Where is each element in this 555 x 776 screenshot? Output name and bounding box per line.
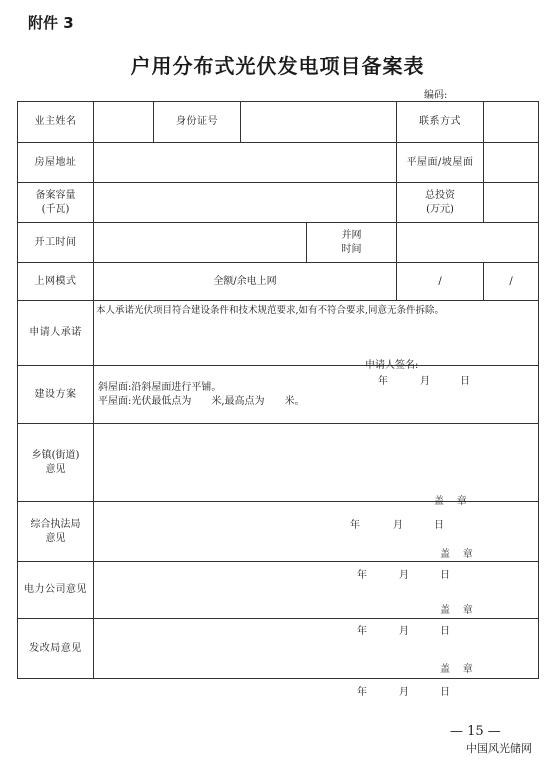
roof-type-label: 平屋面/坡屋面	[397, 143, 484, 183]
township-opinion-line2: 意见	[45, 463, 66, 475]
development-bureau-seal: 盖 章	[440, 663, 473, 675]
plan-line-2-a: 平屋面:光伏最低点为	[98, 395, 192, 407]
township-opinion-cell[interactable]	[94, 424, 539, 531]
address-label: 房屋地址	[18, 143, 94, 183]
plan-label: 建设方案	[18, 366, 94, 424]
id-number-label: 身份证号	[154, 102, 241, 143]
applicant-signature-label: 申请人签名:	[365, 359, 419, 371]
township-day: 日	[434, 519, 444, 531]
development-bureau-month: 月	[399, 686, 409, 698]
form-title: 户用分布式光伏发电项目备案表	[130, 54, 425, 78]
registration-form	[17, 101, 539, 698]
enforcement-opinion-cell[interactable]	[94, 502, 539, 581]
capacity-label-line1: 备案容量	[35, 190, 76, 201]
pledge-text: 本人承诺光伏项目符合建设条件和技术规范要求,如有不符合要求,同意无条件拆除。	[96, 304, 445, 316]
attachment-label: 附件 3	[28, 14, 74, 32]
enforcement-opinion-line1: 综合执法局	[30, 519, 81, 530]
township-opinion-label	[18, 424, 94, 502]
pledge-cell	[94, 301, 539, 387]
plan-line-2-b: 米,最高点为	[211, 395, 265, 407]
enforcement-month: 月	[399, 569, 409, 581]
investment-label	[397, 183, 484, 223]
grid-mode-slash-2: /	[484, 263, 539, 301]
contact-label: 联系方式	[397, 102, 484, 143]
township-seal: 盖 章	[434, 495, 467, 507]
code-label: 编码:	[424, 90, 448, 101]
grid-time-label-line2: 时间	[341, 243, 362, 255]
development-bureau-year: 年	[357, 686, 367, 698]
grid-time-label-line1: 并网	[341, 230, 362, 241]
grid-time-label	[307, 223, 397, 263]
contact-field[interactable]	[484, 102, 539, 143]
page-number: — 15 —	[450, 724, 501, 739]
plan-line-2-c: 米。	[284, 395, 305, 407]
township-opinion-line1: 乡镇(街道)	[31, 450, 80, 461]
roof-type-field[interactable]	[484, 143, 539, 183]
capacity-label-line2: (千瓦)	[41, 203, 70, 215]
power-company-day: 日	[440, 626, 450, 637]
plan-cell	[94, 366, 539, 424]
capacity-field[interactable]	[94, 183, 397, 223]
enforcement-seal: 盖 章	[440, 548, 473, 560]
development-bureau-opinion-cell[interactable]	[94, 619, 539, 698]
grid-mode-slash-1: /	[397, 263, 484, 301]
power-company-year: 年	[357, 626, 367, 637]
address-field[interactable]	[94, 143, 397, 183]
development-bureau-opinion-label: 发改局意见	[18, 619, 94, 679]
enforcement-year: 年	[357, 569, 367, 581]
grid-mode-label: 上网模式	[18, 263, 94, 301]
grid-mode-value[interactable]: 全额/余电上网	[94, 263, 397, 301]
township-year: 年	[350, 519, 360, 531]
power-company-seal: 盖 章	[440, 605, 473, 616]
township-month: 月	[393, 519, 403, 531]
power-company-month: 月	[399, 626, 409, 637]
grid-time-field[interactable]	[397, 223, 539, 263]
pledge-label: 申请人承诺	[18, 301, 94, 366]
investment-label-line2: (万元)	[426, 203, 454, 215]
development-bureau-day: 日	[440, 686, 450, 698]
power-company-opinion-cell[interactable]	[94, 562, 539, 637]
start-time-label: 开工时间	[18, 223, 94, 263]
owner-name-field[interactable]	[94, 102, 154, 143]
enforcement-opinion-label	[18, 502, 94, 562]
capacity-label	[18, 183, 94, 223]
pledge-day: 日	[460, 375, 470, 387]
plan-line-1: 斜屋面:沿斜屋面进行平铺。	[98, 382, 222, 393]
power-company-opinion-label: 电力公司意见	[18, 562, 94, 619]
watermark: 中国风光储网	[466, 742, 532, 755]
enforcement-opinion-line2: 意见	[45, 532, 66, 544]
start-time-field[interactable]	[94, 223, 307, 263]
owner-name-label: 业主姓名	[18, 102, 94, 143]
investment-field[interactable]	[484, 183, 539, 223]
pledge-year: 年	[378, 375, 388, 387]
id-number-field[interactable]	[241, 102, 397, 143]
plan-line-2	[94, 395, 538, 409]
enforcement-day: 日	[440, 569, 450, 581]
investment-label-line1: 总投资	[425, 190, 455, 201]
pledge-month: 月	[420, 375, 430, 387]
